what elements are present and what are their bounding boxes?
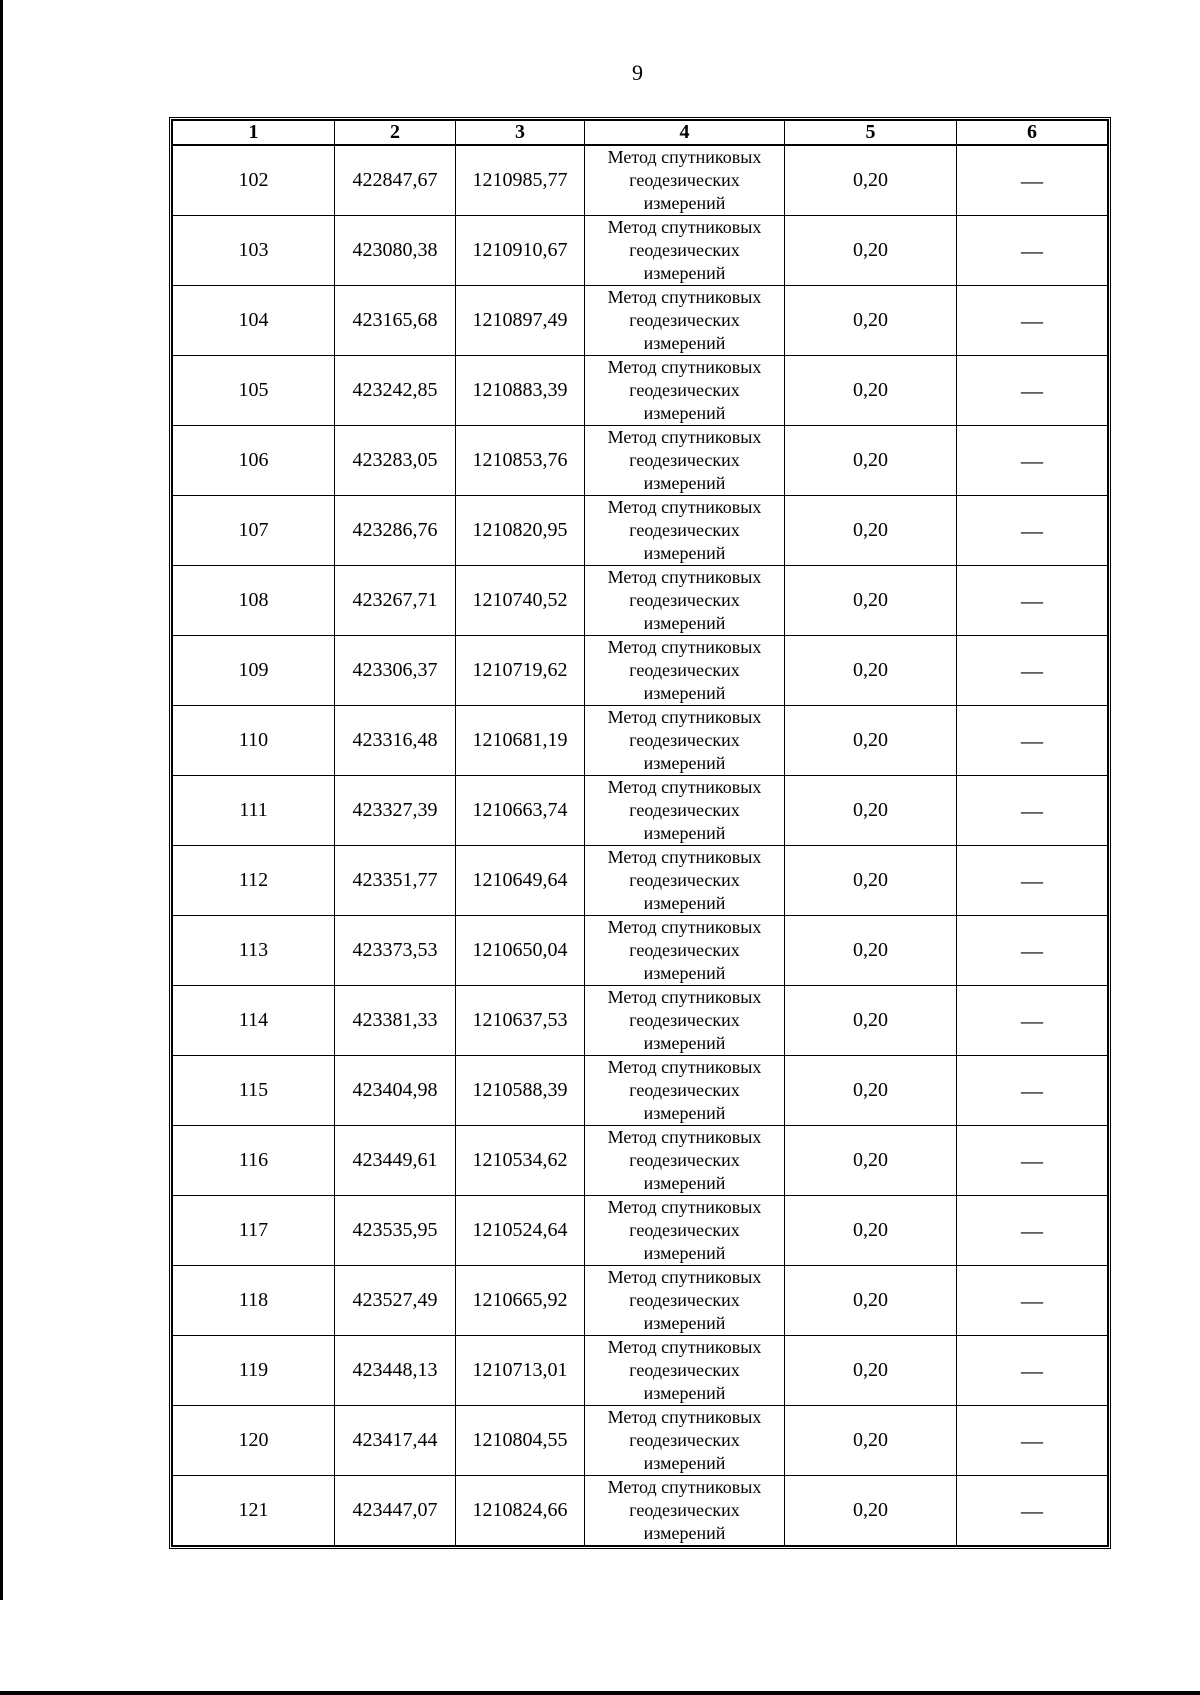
table-row	[173, 636, 1108, 706]
point-number-cell: 103	[173, 216, 335, 286]
method-line: геодезических	[629, 1150, 740, 1170]
point-number-cell: 115	[173, 1056, 335, 1126]
method-line: геодезических	[629, 1430, 740, 1450]
table-row	[173, 286, 1108, 356]
point-number-cell: 111	[173, 776, 335, 846]
description-cell: —	[957, 776, 1108, 846]
description-cell: —	[957, 1056, 1108, 1126]
table-header-row	[173, 121, 1108, 146]
method-line: измерений	[643, 193, 726, 213]
x-coordinate-cell: 423080,38	[335, 216, 456, 286]
x-coordinate-cell: 423449,61	[335, 1126, 456, 1196]
accuracy-cell: 0,20	[785, 636, 957, 706]
method-line: Метод спутниковых	[607, 427, 762, 447]
description-cell: —	[957, 426, 1108, 496]
method-line: Метод спутниковых	[607, 1407, 762, 1427]
method-line: измерений	[643, 963, 726, 983]
point-number-cell: 107	[173, 496, 335, 566]
table-row	[173, 1406, 1108, 1476]
method-line: Метод спутниковых	[607, 777, 762, 797]
accuracy-cell: 0,20	[785, 426, 957, 496]
method-line: геодезических	[629, 1080, 740, 1100]
method-line: измерений	[643, 403, 726, 423]
coordinates-table-frame	[169, 117, 1111, 1549]
accuracy-cell: 0,20	[785, 846, 957, 916]
method-cell	[585, 1406, 785, 1476]
method-line: геодезических	[629, 800, 740, 820]
column-header: 6	[957, 121, 1108, 146]
method-line: измерений	[643, 333, 726, 353]
method-cell	[585, 706, 785, 776]
method-line: геодезических	[629, 730, 740, 750]
accuracy-cell: 0,20	[785, 1476, 957, 1546]
point-number-cell: 121	[173, 1476, 335, 1546]
accuracy-cell: 0,20	[785, 286, 957, 356]
method-line: геодезических	[629, 870, 740, 890]
method-line: Метод спутниковых	[607, 217, 762, 237]
table-row	[173, 1196, 1108, 1266]
table-row	[173, 356, 1108, 426]
x-coordinate-cell: 423351,77	[335, 846, 456, 916]
y-coordinate-cell: 1210740,52	[456, 566, 585, 636]
y-coordinate-cell: 1210804,55	[456, 1406, 585, 1476]
y-coordinate-cell: 1210681,19	[456, 706, 585, 776]
accuracy-cell: 0,20	[785, 566, 957, 636]
method-line: измерений	[643, 263, 726, 283]
y-coordinate-cell: 1210524,64	[456, 1196, 585, 1266]
description-cell: —	[957, 1266, 1108, 1336]
method-line: измерений	[643, 1383, 726, 1403]
table-row	[173, 916, 1108, 986]
method-line: Метод спутниковых	[607, 287, 762, 307]
description-cell: —	[957, 566, 1108, 636]
point-number-cell: 108	[173, 566, 335, 636]
method-cell	[585, 1476, 785, 1546]
x-coordinate-cell: 423242,85	[335, 356, 456, 426]
description-cell: —	[957, 216, 1108, 286]
method-line: геодезических	[629, 450, 740, 470]
point-number-cell: 109	[173, 636, 335, 706]
column-header: 3	[456, 121, 585, 146]
method-line: измерений	[643, 1173, 726, 1193]
method-cell	[585, 986, 785, 1056]
y-coordinate-cell: 1210663,74	[456, 776, 585, 846]
description-cell: —	[957, 1196, 1108, 1266]
scan-bottom-edge	[0, 1691, 1200, 1695]
method-cell	[585, 426, 785, 496]
table-row	[173, 496, 1108, 566]
method-cell	[585, 566, 785, 636]
method-line: измерений	[643, 1453, 726, 1473]
method-cell	[585, 776, 785, 846]
table-row	[173, 846, 1108, 916]
method-line: геодезических	[629, 660, 740, 680]
accuracy-cell: 0,20	[785, 216, 957, 286]
y-coordinate-cell: 1210534,62	[456, 1126, 585, 1196]
table-row	[173, 216, 1108, 286]
method-cell	[585, 846, 785, 916]
point-number-cell: 110	[173, 706, 335, 776]
method-cell	[585, 1336, 785, 1406]
method-cell	[585, 636, 785, 706]
method-line: геодезических	[629, 1500, 740, 1520]
method-line: измерений	[643, 473, 726, 493]
x-coordinate-cell: 423527,49	[335, 1266, 456, 1336]
method-line: Метод спутниковых	[607, 1057, 762, 1077]
method-line: Метод спутниковых	[607, 917, 762, 937]
accuracy-cell: 0,20	[785, 706, 957, 776]
y-coordinate-cell: 1210824,66	[456, 1476, 585, 1546]
method-line: Метод спутниковых	[607, 1197, 762, 1217]
x-coordinate-cell: 423306,37	[335, 636, 456, 706]
y-coordinate-cell: 1210719,62	[456, 636, 585, 706]
point-number-cell: 106	[173, 426, 335, 496]
method-cell	[585, 145, 785, 216]
x-coordinate-cell: 423448,13	[335, 1336, 456, 1406]
table-row	[173, 566, 1108, 636]
column-header: 2	[335, 121, 456, 146]
description-cell: —	[957, 1126, 1108, 1196]
y-coordinate-cell: 1210650,04	[456, 916, 585, 986]
method-line: Метод спутниковых	[607, 847, 762, 867]
description-cell: —	[957, 1336, 1108, 1406]
x-coordinate-cell: 423316,48	[335, 706, 456, 776]
accuracy-cell: 0,20	[785, 496, 957, 566]
scan-left-edge	[0, 0, 3, 1600]
point-number-cell: 116	[173, 1126, 335, 1196]
y-coordinate-cell: 1210820,95	[456, 496, 585, 566]
method-line: измерений	[643, 1523, 726, 1543]
y-coordinate-cell: 1210588,39	[456, 1056, 585, 1126]
point-number-cell: 114	[173, 986, 335, 1056]
accuracy-cell: 0,20	[785, 145, 957, 216]
method-line: Метод спутниковых	[607, 987, 762, 1007]
x-coordinate-cell: 423417,44	[335, 1406, 456, 1476]
description-cell: —	[957, 496, 1108, 566]
point-number-cell: 118	[173, 1266, 335, 1336]
y-coordinate-cell: 1210883,39	[456, 356, 585, 426]
method-line: геодезических	[629, 240, 740, 260]
method-line: геодезических	[629, 1360, 740, 1380]
method-cell	[585, 216, 785, 286]
method-line: измерений	[643, 1103, 726, 1123]
method-line: измерений	[643, 823, 726, 843]
y-coordinate-cell: 1210637,53	[456, 986, 585, 1056]
table-row	[173, 1476, 1108, 1546]
method-line: измерений	[643, 1033, 726, 1053]
column-header: 5	[785, 121, 957, 146]
x-coordinate-cell: 422847,67	[335, 145, 456, 216]
y-coordinate-cell: 1210649,64	[456, 846, 585, 916]
table-body	[173, 145, 1108, 1546]
method-line: геодезических	[629, 520, 740, 540]
table-row	[173, 986, 1108, 1056]
table-row	[173, 426, 1108, 496]
y-coordinate-cell: 1210897,49	[456, 286, 585, 356]
coordinates-table	[172, 120, 1108, 1546]
method-cell	[585, 286, 785, 356]
y-coordinate-cell: 1210713,01	[456, 1336, 585, 1406]
x-coordinate-cell: 423535,95	[335, 1196, 456, 1266]
column-header: 1	[173, 121, 335, 146]
accuracy-cell: 0,20	[785, 776, 957, 846]
page-number: 9	[632, 60, 643, 85]
x-coordinate-cell: 423286,76	[335, 496, 456, 566]
method-line: геодезических	[629, 170, 740, 190]
method-cell	[585, 356, 785, 426]
description-cell: —	[957, 1476, 1108, 1546]
method-line: геодезических	[629, 940, 740, 960]
accuracy-cell: 0,20	[785, 1266, 957, 1336]
point-number-cell: 120	[173, 1406, 335, 1476]
method-line: Метод спутниковых	[607, 1267, 762, 1287]
method-line: геодезических	[629, 310, 740, 330]
method-cell	[585, 1126, 785, 1196]
description-cell: —	[957, 846, 1108, 916]
y-coordinate-cell: 1210985,77	[456, 145, 585, 216]
x-coordinate-cell: 423283,05	[335, 426, 456, 496]
description-cell: —	[957, 1406, 1108, 1476]
method-line: геодезических	[629, 1010, 740, 1030]
method-line: геодезических	[629, 590, 740, 610]
table-row	[173, 1266, 1108, 1336]
description-cell: —	[957, 916, 1108, 986]
y-coordinate-cell: 1210853,76	[456, 426, 585, 496]
table-row	[173, 1126, 1108, 1196]
method-cell	[585, 916, 785, 986]
accuracy-cell: 0,20	[785, 356, 957, 426]
method-line: геодезических	[629, 1220, 740, 1240]
method-cell	[585, 1266, 785, 1336]
x-coordinate-cell: 423267,71	[335, 566, 456, 636]
method-cell	[585, 496, 785, 566]
method-line: измерений	[643, 893, 726, 913]
table-row	[173, 1056, 1108, 1126]
y-coordinate-cell: 1210910,67	[456, 216, 585, 286]
point-number-cell: 119	[173, 1336, 335, 1406]
table-row	[173, 776, 1108, 846]
y-coordinate-cell: 1210665,92	[456, 1266, 585, 1336]
method-cell	[585, 1196, 785, 1266]
method-line: Метод спутниковых	[607, 147, 762, 167]
point-number-cell: 102	[173, 145, 335, 216]
table-row	[173, 145, 1108, 216]
accuracy-cell: 0,20	[785, 1406, 957, 1476]
method-line: Метод спутниковых	[607, 1127, 762, 1147]
description-cell: —	[957, 145, 1108, 216]
accuracy-cell: 0,20	[785, 1056, 957, 1126]
column-header: 4	[585, 121, 785, 146]
method-line: измерений	[643, 543, 726, 563]
point-number-cell: 104	[173, 286, 335, 356]
accuracy-cell: 0,20	[785, 986, 957, 1056]
description-cell: —	[957, 986, 1108, 1056]
method-line: Метод спутниковых	[607, 637, 762, 657]
method-line: Метод спутниковых	[607, 567, 762, 587]
method-line: Метод спутниковых	[607, 357, 762, 377]
description-cell: —	[957, 356, 1108, 426]
x-coordinate-cell: 423404,98	[335, 1056, 456, 1126]
accuracy-cell: 0,20	[785, 1336, 957, 1406]
method-line: геодезических	[629, 380, 740, 400]
x-coordinate-cell: 423373,53	[335, 916, 456, 986]
method-line: измерений	[643, 613, 726, 633]
method-line: измерений	[643, 753, 726, 773]
accuracy-cell: 0,20	[785, 1196, 957, 1266]
point-number-cell: 113	[173, 916, 335, 986]
table-row	[173, 706, 1108, 776]
method-line: Метод спутниковых	[607, 1477, 762, 1497]
accuracy-cell: 0,20	[785, 916, 957, 986]
method-line: Метод спутниковых	[607, 707, 762, 727]
method-line: измерений	[643, 1243, 726, 1263]
description-cell: —	[957, 636, 1108, 706]
description-cell: —	[957, 286, 1108, 356]
table-row	[173, 1336, 1108, 1406]
method-line: геодезических	[629, 1290, 740, 1310]
x-coordinate-cell: 423447,07	[335, 1476, 456, 1546]
method-line: измерений	[643, 1313, 726, 1333]
method-cell	[585, 1056, 785, 1126]
accuracy-cell: 0,20	[785, 1126, 957, 1196]
x-coordinate-cell: 423327,39	[335, 776, 456, 846]
description-cell: —	[957, 706, 1108, 776]
x-coordinate-cell: 423381,33	[335, 986, 456, 1056]
x-coordinate-cell: 423165,68	[335, 286, 456, 356]
method-line: Метод спутниковых	[607, 1337, 762, 1357]
method-line: измерений	[643, 683, 726, 703]
method-line: Метод спутниковых	[607, 497, 762, 517]
point-number-cell: 112	[173, 846, 335, 916]
point-number-cell: 105	[173, 356, 335, 426]
point-number-cell: 117	[173, 1196, 335, 1266]
